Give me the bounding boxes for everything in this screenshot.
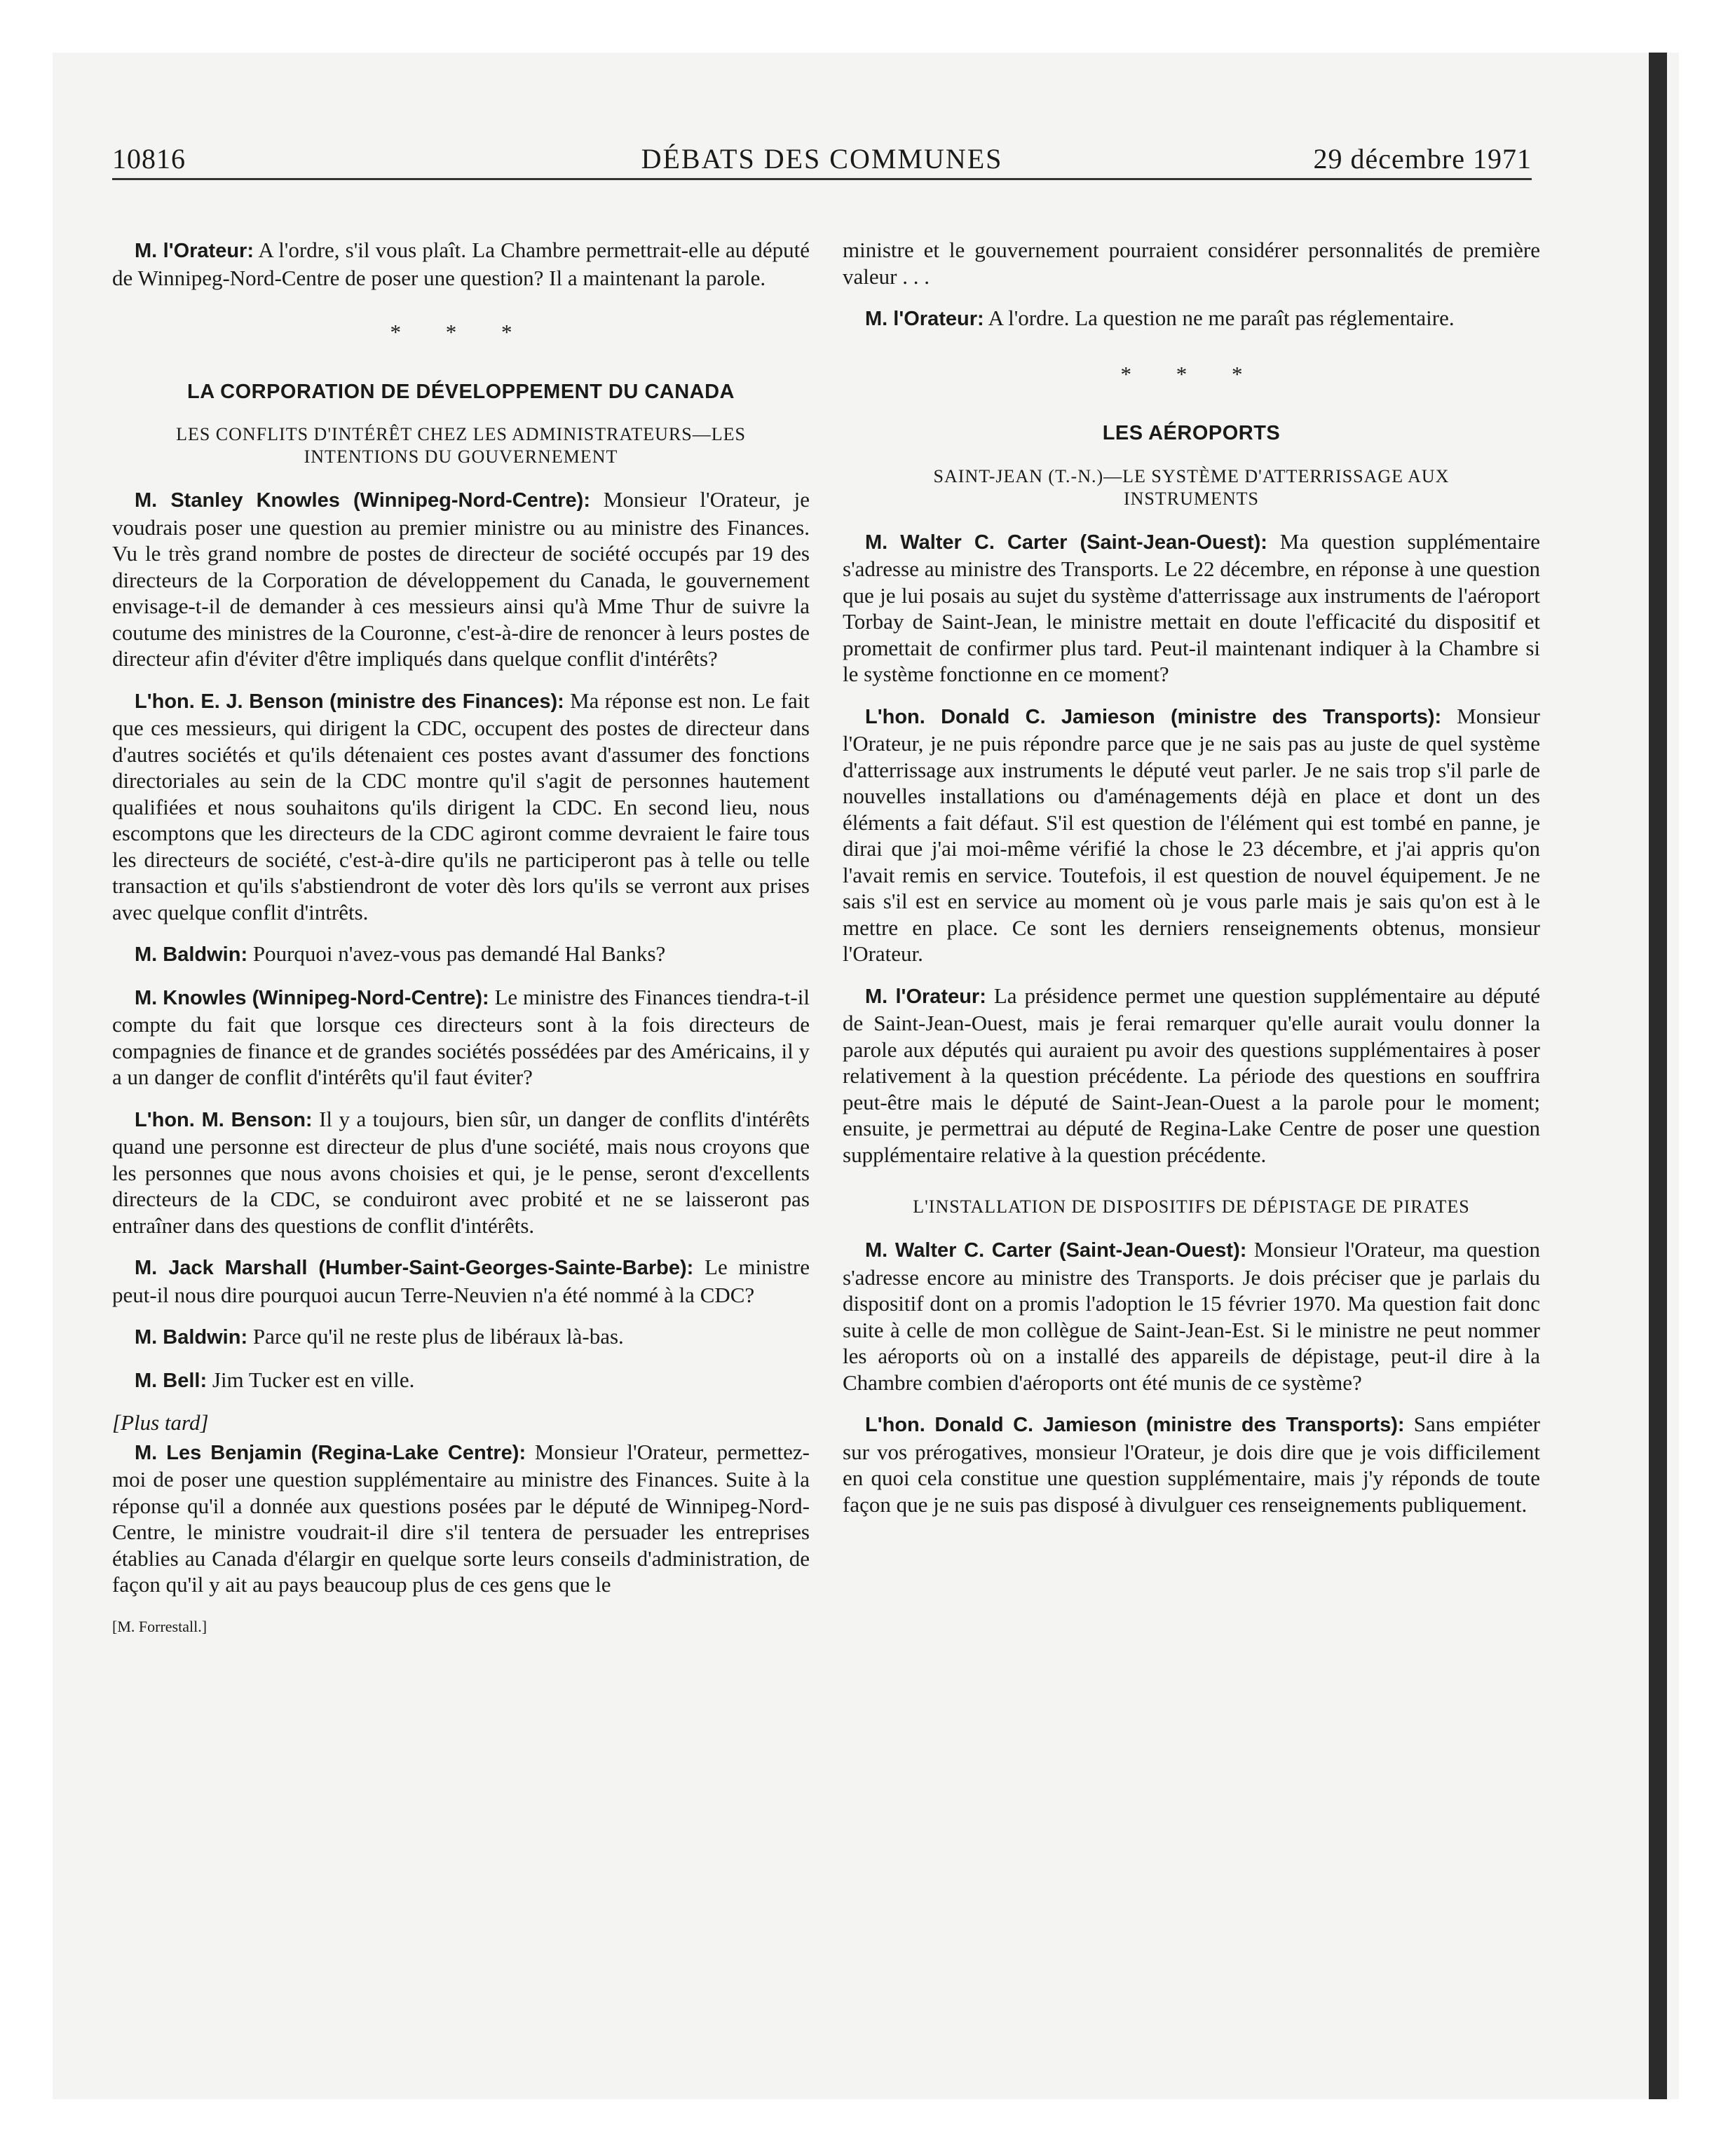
speech-text: Sans empiéter sur vos prérogatives, monsieur l'Orateur, je dois dire que je vois difficilement en quoi cela constitue une question supplémentaire, mais j'y réponds de toute façon que je ne suis pas disposé à divulguer ces renseignements publiquement. — [843, 1412, 1540, 1517]
speech-text: Le ministre des Finances tiendra-t-il compte du fait que lorsque ces directeurs sont à la fois directeurs de compagnies de finance et de grandes sociétés possédées par des Américains, il y a un danger de conflit d'intérêts qu'il faut éviter? — [112, 984, 810, 1089]
paragraph — [112, 984, 810, 1091]
speech-text: Ma question supplémentaire s'adresse au ministre des Transports. Le 22 décembre, en réponse à une question que je lui posais au sujet du système d'atterrissage aux instruments de l'aéroport Torbay de Saint-Jean, le ministre mettait en doute l'efficacité du dispositif et promettait de confirmer plus tard. Peut-il maintenant indiquer à la Chambre si le système fonctionne en ce moment? — [843, 528, 1540, 686]
section-heading: LA CORPORATION DE DÉVELOPPEMENT DU CANADA — [187, 380, 735, 403]
paragraph — [843, 528, 1540, 688]
speech-text: Monsieur l'Orateur, permettez-moi de poser une question supplémentaire au ministre des Finances. Suite à la réponse qu'il a donnée aux questions posées par le député de Winnipeg-Nord-Centre, le ministre voudrait-il dire s'il tentera de persuader les entreprises établies au Canada d'élargir en quelque sorte leurs conseils d'administration, de façon qu'il y ait au pays beaucoup plus de ces gens que le — [112, 1439, 810, 1597]
speaker: M. Walter C. Carter (Saint-Jean-Ouest): — [865, 531, 1267, 554]
paragraph — [112, 486, 810, 672]
speech-text: Ma réponse est non. Le fait que ces messieurs, qui dirigent la CDC, occupent des postes de directeur dans d'autres sociétés et qu'ils détenaient ces postes avant d'assumer des fonctions directoriales au sein de la CDC montre qu'il s'agit de personnes hautement qualifiées et nous souhaitons qu'ils dirigent la CDC. En second lieu, nous escomptons que les directeurs de la CDC agiront comme devraient le faire tous les directeurs de société, c'est-à-dire qu'ils ne participeront pas à telle ou telle transaction et qu'ils s'abstiendront de voter dès lors qu'ils se verront aux prises avec quelque conflit d'intrêts. — [112, 688, 810, 925]
paragraph — [112, 1439, 810, 1598]
speaker: L'hon. Donald C. Jamieson (ministre des Transports): — [865, 1414, 1405, 1436]
speech-text: A l'ordre, s'il vous plaît. La Chambre permettrait-elle au député de Winnipeg-Nord-Centre de poser une question? Il a maintenant la parole. — [112, 238, 810, 290]
paragraph — [112, 237, 810, 291]
speaker: M. Walter C. Carter (Saint-Jean-Ouest): — [865, 1239, 1247, 1262]
speech-text: La présidence permet une question supplémentaire au député de Saint-Jean-Ouest, mais je ferai remarquer qu'elle aurait voulu donner la parole aux députés qui auraient pu avoir des questions supplémentaires à poser relativement à la question précédente. La période des questions en souffrira peut-être mais le député de Saint-Jean-Ouest a la parole pour le moment; ensuite, je permettrai au député de Regina-Lake Centre de poser une question supplémentaire relative à la question précédente. — [843, 983, 1540, 1167]
paragraph — [112, 941, 810, 969]
speech-text: A l'ordre. La question ne me paraît pas réglementaire. — [984, 306, 1455, 330]
speaker: M. Stanley Knowles (Winnipeg-Nord-Centre): — [135, 489, 590, 512]
page-header — [112, 143, 1532, 180]
speech-text: Le ministre peut-il nous dire pourquoi aucun Terre-Neuvien n'a été nommé à la CDC? — [112, 1255, 810, 1307]
speech-text: Jim Tucker est en ville. — [207, 1367, 415, 1392]
paragraph — [112, 1367, 810, 1395]
speaker: M. Baldwin: — [135, 1326, 248, 1349]
paragraph — [112, 1106, 810, 1239]
speaker: M. Jack Marshall (Humber-Saint-Georges-Sainte-Barbe): — [135, 1257, 694, 1279]
speaker: M. l'Orateur: — [135, 240, 254, 262]
footnote: [M. Forrestall.] — [112, 1617, 207, 1635]
paragraph — [843, 237, 1540, 289]
speech-text: ministre et le gouvernement pourraient considérer personnalités de première valeur . . . — [843, 238, 1540, 289]
paragraph — [843, 1236, 1540, 1396]
speaker: L'hon. M. Benson: — [135, 1108, 313, 1131]
speaker: L'hon. Donald C. Jamieson (ministre des Transports): — [865, 705, 1442, 728]
section-heading: LES AÉROPORTS — [1102, 422, 1281, 444]
paragraph — [112, 1323, 810, 1351]
speaker: M. Knowles (Winnipeg-Nord-Centre): — [135, 986, 489, 1009]
section-separator: * * * — [390, 320, 532, 344]
speaker: M. Les Benjamin (Regina-Lake Centre): — [135, 1441, 526, 1464]
section-separator: * * * — [1120, 361, 1263, 386]
subsection-heading: SAINT-JEAN (T.-N.)—LE SYSTÈME D'ATTERRISSAGE AUX INSTRUMENTS — [933, 465, 1450, 509]
scan-edge-bar — [1649, 53, 1667, 2099]
speaker: M. Baldwin: — [135, 943, 248, 966]
paragraph — [843, 305, 1540, 333]
speaker: M. l'Orateur: — [865, 985, 986, 1008]
page-number: 10816 — [112, 143, 186, 175]
later-marker: [Plus tard] — [112, 1410, 209, 1435]
speech-text: Il y a toujours, bien sûr, un danger de conflits d'intérêts quand une personne est directeur de plus d'une société, mais nous croyons que les personnes que nous avons choisies et qui, je le pense, seront d'excellents directeurs de la CDC, se conduiront avec probité et ne se laisseront pas entraîner dans des questions de conflit d'intérêts. — [112, 1106, 810, 1238]
subsection-heading: LES CONFLITS D'INTÉRÊT CHEZ LES ADMINISTRATEURS—LES INTENTIONS DU GOUVERNEMENT — [176, 424, 746, 467]
paragraph — [843, 1411, 1540, 1517]
speaker: L'hon. E. J. Benson (ministre des Finances): — [135, 690, 564, 713]
speech-text: Monsieur l'Orateur, je voudrais poser une question au premier ministre ou au ministre des Finances. Vu le très grand nombre de postes de directeur de société occupés par 19 des directeurs de la Corporation de développement du Canada, le gouvernement envisage-t-il de demander à ces messieurs ainsi qu'à Mme Thur de suivre la coutume des ministres de la Couronne, c'est-à-dire de renoncer à leurs postes de directeur afin d'éviter d'être impliqués dans quelque conflit d'intérêts? — [112, 487, 810, 671]
paragraph — [843, 703, 1540, 967]
publication-date: 29 décembre 1971 — [1313, 143, 1532, 175]
paragraph — [843, 983, 1540, 1168]
speech-text: Monsieur l'Orateur, je ne puis répondre parce que je ne sais pas au juste de quel système d'atterrissage aux instruments le député veut parler. Je ne sais trop s'il parle de nouvelles installations ou d'aménagements déjà en place et dont un des éléments a fait défaut. S'il est question de l'élément qui est tombé en panne, je dirai que j'ai moi-même vérifié la chose le 23 décembre, et j'ai appris qu'on l'avait remis en service. Toutefois, il est question de nouvel équipement. Je ne sais s'il est en service au moment où je vous parle mais je sais qu'on est à le mettre en place. Ce sont les derniers renseignements obtenus, monsieur l'Orateur. — [843, 703, 1541, 966]
left-column — [112, 237, 810, 1639]
right-column — [843, 237, 1540, 1533]
paragraph — [112, 688, 810, 926]
paragraph — [112, 1254, 810, 1308]
speaker: M. Bell: — [135, 1369, 207, 1392]
publication-title: DÉBATS DES COMMUNES — [641, 143, 1003, 175]
speech-text: Monsieur l'Orateur, ma question s'adresse encore au ministre des Transports. Je dois préciser que je parlais du dispositif dont on a promis l'adoption le 15 février 1970. Ma question fait donc suite à celle de mon collègue de Saint-Jean-Est. Si le ministre ne peut nommer les aéroports où on a installé des appareils de dépistage, peut-il dire à la Chambre combien d'aéroports ont été munis de ce système? — [843, 1237, 1540, 1395]
speech-text: Pourquoi n'avez-vous pas demandé Hal Banks? — [247, 941, 666, 966]
speaker: M. l'Orateur: — [865, 308, 984, 330]
subsection-heading: L'INSTALLATION DE DISPOSITIFS DE DÉPISTAGE DE PIRATES — [913, 1196, 1470, 1217]
speech-text: Parce qu'il ne reste plus de libéraux là-bas. — [247, 1324, 624, 1349]
